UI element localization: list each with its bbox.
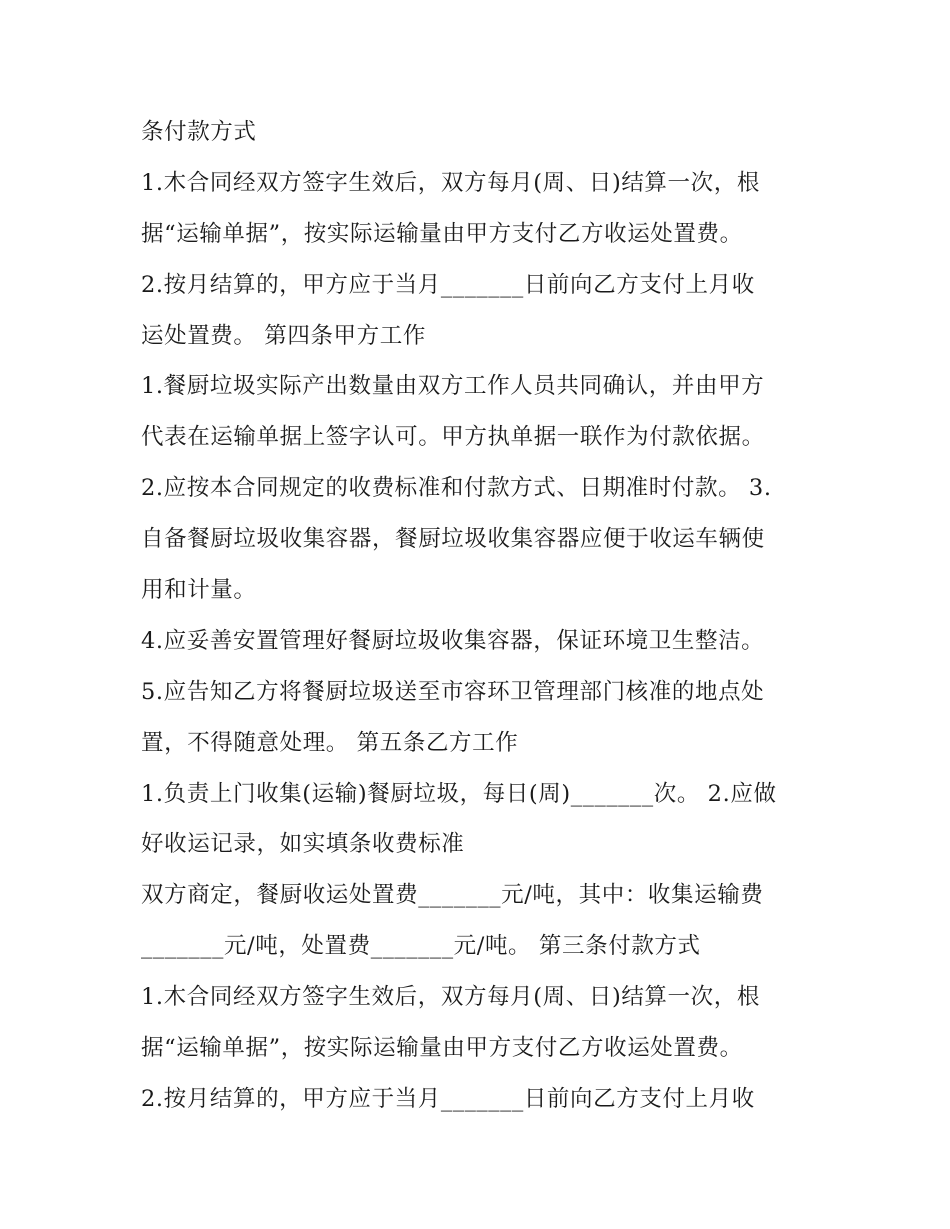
text-line: 1.木合同经双方签字生效后，双方每月(周、日)结算一次，根 [141,984,760,1011]
text-line: 运处置费。 第四条甲方工作 [141,322,426,349]
text-line: 条付款方式 [141,119,257,145]
text-line: 1.负责上门收集(运输)餐厨垃圾，每日(周)_______次。 2.应做 [141,780,777,807]
text-line: 自备餐厨垃圾收集容器，餐厨垃圾收集容器应便于收运车辆使 [141,526,765,553]
document-body [141,107,831,1125]
text-line: 2.应按本合同规定的收费标准和付款方式、日期准时付款。 3. [141,475,772,502]
text-line: 5.应告知乙方将餐厨垃圾送至市容环卫管理部门核准的地点处 [141,678,765,705]
text-line: 双方商定，餐厨收运处置费_______元/吨，其中：收集运输费 [141,882,764,909]
text-line: 据“运输单据”，按实际运输量由甲方支付乙方收运处置费。 [141,1035,743,1062]
text-line: _______元/吨，处置费_______元/吨。 第三条付款方式 [141,933,701,960]
text-line: 1.木合同经双方签字生效后，双方每月(周、日)结算一次，根 [141,169,760,196]
text-line: 用和计量。 [141,577,257,604]
text-line: 4.应妥善安置管理好餐厨垃圾收集容器，保证环境卫生整洁。 [141,627,765,654]
text-line: 好收运记录，如实填条收费标准 [141,831,465,858]
text-line: 据“运输单据”，按实际运输量由甲方支付乙方收运处置费。 [141,220,743,247]
text-line: 2.按月结算的，甲方应于当月_______日前向乙方支付上月收 [141,1085,755,1112]
text-line: 置，不得随意处理。 第五条乙方工作 [141,729,519,756]
text-line: 1.餐厨垃圾实际产出数量由双方工作人员共同确认，并由甲方 [141,373,765,400]
text-line: 代表在运输单据上签字认可。甲方执单据一联作为付款依据。 [141,424,765,451]
text-line: 2.按月结算的，甲方应于当月_______日前向乙方支付上月收 [141,271,755,298]
